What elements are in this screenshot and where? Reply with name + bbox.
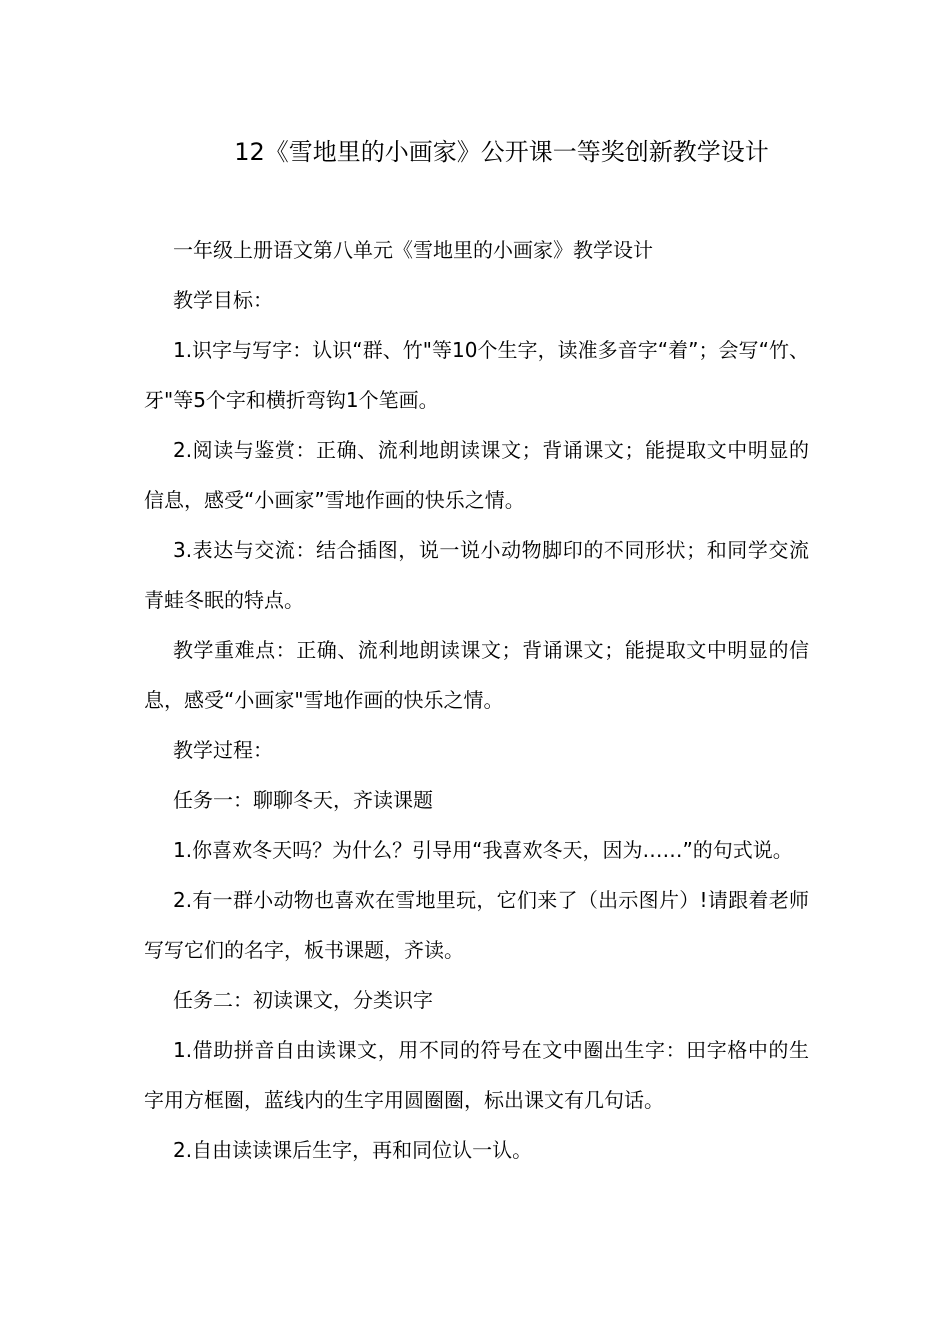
paragraph-task-2-step-1: 1.借助拼音自由读课文，用不同的符号在文中圈出生字：田字格中的生字用方框圈，蓝线内的生字用圆圈圈，标出课文有几句话。 xyxy=(144,1038,809,1112)
paragraph-task-1-heading: 任务一：聊聊冬天，齐读课题 xyxy=(173,788,433,812)
document-title: 12《雪地里的小画家》公开课一等奖创新教学设计 xyxy=(234,138,769,166)
paragraph-task-1-step-2: 2.有一群小动物也喜欢在雪地里玩，它们来了（出示图片）!请跟着老师写写它们的名字，板书课题，齐读。 xyxy=(144,888,809,962)
paragraph-objective-1: 1.识字与写字：认识“群、竹"等10个生字，读准多音字“着”；会写“竹、牙"等5个字和横折弯钩1个笔画。 xyxy=(144,338,809,412)
paragraph-subtitle: 一年级上册语文第八单元《雪地里的小画家》教学设计 xyxy=(173,238,653,262)
paragraph-task-1-step-1: 1.你喜欢冬天吗？为什么？引导用“我喜欢冬天，因为……”的句式说。 xyxy=(173,838,793,862)
document-body xyxy=(144,225,809,1175)
paragraph-key-points: 教学重难点：正确、流利地朗读课文；背诵课文；能提取文中明显的信息，感受“小画家"雪地作画的快乐之情。 xyxy=(144,638,809,712)
paragraph-task-2-step-2: 2.自由读读课后生字，再和同位认一认。 xyxy=(173,1138,533,1162)
paragraph-task-2-heading: 任务二：初读课文，分类识字 xyxy=(173,988,433,1012)
paragraph-objective-3: 3.表达与交流：结合插图，说一说小动物脚印的不同形状；和同学交流青蛙冬眠的特点。 xyxy=(144,538,809,612)
paragraph-process-heading: 教学过程： xyxy=(173,738,273,762)
paragraph-objectives-heading: 教学目标： xyxy=(173,288,273,312)
paragraph-objective-2: 2.阅读与鉴赏：正确、流利地朗读课文；背诵课文；能提取文中明显的信息，感受“小画家”雪地作画的快乐之情。 xyxy=(144,438,809,512)
